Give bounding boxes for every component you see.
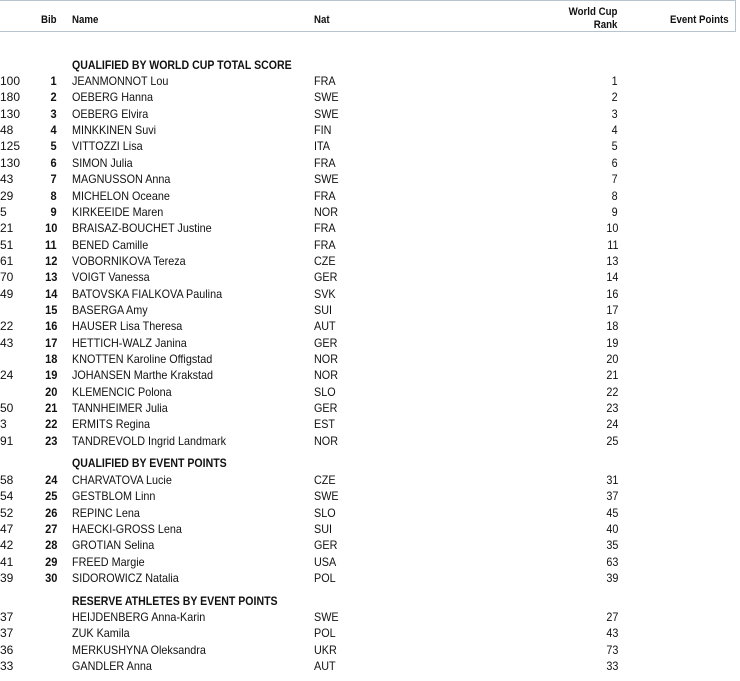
nation-cell: UKR xyxy=(314,642,337,657)
bib-cell: 1 xyxy=(50,74,57,88)
table-row xyxy=(0,352,740,368)
athlete-name-cell: GROTIAN Selina xyxy=(72,538,155,553)
table-row xyxy=(0,254,740,270)
world-cup-rank-cell: 21 xyxy=(605,368,618,383)
world-cup-rank-cell: 3 xyxy=(611,106,618,121)
nation-cell: FRA xyxy=(314,188,336,203)
table-row xyxy=(0,571,740,587)
nation-cell: SWE xyxy=(314,172,339,187)
nation-cell: ITA xyxy=(314,139,331,154)
nation-cell: GER xyxy=(314,335,338,350)
bib-cell: 28 xyxy=(44,538,57,553)
event-points-cell: 24 xyxy=(0,368,14,383)
event-points-cell: 49 xyxy=(0,286,14,301)
bib-cell: 16 xyxy=(44,319,57,334)
nation-cell: SVK xyxy=(314,286,336,301)
bib-cell: 15 xyxy=(44,302,57,317)
world-cup-rank-cell: 5 xyxy=(611,139,618,154)
bib-cell: 22 xyxy=(44,417,57,432)
table-row xyxy=(0,319,740,335)
bib-cell: 21 xyxy=(44,401,57,415)
nation-cell: NOR xyxy=(314,352,339,366)
athlete-name-cell: HETTICH-WALZ Janina xyxy=(72,335,187,350)
world-cup-rank-cell: 22 xyxy=(605,384,618,399)
bib-cell: 30 xyxy=(44,571,57,586)
nation-cell: GER xyxy=(314,270,338,285)
table-row xyxy=(0,417,740,433)
bib-cell: 20 xyxy=(44,384,57,399)
athlete-name-cell: GANDLER Anna xyxy=(72,659,152,673)
nation-cell: USA xyxy=(314,554,337,569)
athlete-name-cell: FREED Margie xyxy=(72,554,145,569)
header-event-points: Event Points xyxy=(670,14,729,26)
athlete-name-cell: MICHELON Oceane xyxy=(72,188,170,203)
athlete-name-cell: HAUSER Lisa Theresa xyxy=(72,319,183,334)
world-cup-rank-cell: 63 xyxy=(605,554,618,569)
athlete-name-cell: KNOTTEN Karoline Offigstad xyxy=(72,352,213,366)
header-name: Name xyxy=(72,14,99,26)
event-points-cell: 21 xyxy=(0,221,14,236)
world-cup-rank-cell: 1 xyxy=(611,74,618,88)
athlete-name-cell: ZUK Kamila xyxy=(72,626,130,641)
nation-cell: FRA xyxy=(314,155,336,170)
world-cup-rank-cell: 6 xyxy=(611,155,618,170)
athlete-name-cell: REPINC Lena xyxy=(72,505,140,520)
nation-cell: SUI xyxy=(314,302,333,317)
event-points-cell: 54 xyxy=(0,489,14,504)
event-points-cell: 5 xyxy=(0,204,7,219)
nation-cell: POL xyxy=(314,626,336,641)
bib-cell: 10 xyxy=(44,221,57,236)
event-points-cell: 29 xyxy=(0,188,14,203)
athlete-name-cell: BASERGA Amy xyxy=(72,302,148,317)
event-points-cell: 37 xyxy=(0,610,14,624)
event-points-cell: 130 xyxy=(0,155,21,170)
table-row xyxy=(0,221,740,237)
nation-cell: AUT xyxy=(314,659,336,673)
athlete-name-cell: SIMON Julia xyxy=(72,155,133,170)
event-points-cell: 42 xyxy=(0,538,14,553)
bib-cell: 8 xyxy=(50,188,57,203)
athlete-name-cell: SIDOROWICZ Natalia xyxy=(72,571,179,586)
event-points-cell: 52 xyxy=(0,505,14,520)
world-cup-rank-cell: 37 xyxy=(605,489,618,504)
table-row xyxy=(0,659,740,675)
athlete-name-cell: ERMITS Regina xyxy=(72,417,151,432)
bib-cell: 27 xyxy=(44,522,57,536)
bib-cell: 14 xyxy=(44,286,57,301)
athlete-name-cell: TANNHEIMER Julia xyxy=(72,401,168,415)
event-points-cell: 33 xyxy=(0,659,14,673)
bib-cell: 17 xyxy=(44,335,57,350)
bib-cell: 2 xyxy=(50,90,57,105)
table-row xyxy=(0,473,740,489)
bib-cell: 23 xyxy=(44,433,57,448)
world-cup-rank-cell: 16 xyxy=(605,286,618,301)
world-cup-rank-cell: 20 xyxy=(605,352,618,366)
table-row xyxy=(0,90,740,106)
table-row xyxy=(0,238,740,254)
athlete-name-cell: HAECKI-GROSS Lena xyxy=(72,522,182,536)
header-nat: Nat xyxy=(314,14,330,26)
world-cup-rank-cell: 9 xyxy=(611,204,618,219)
bib-cell: 29 xyxy=(44,554,57,569)
athlete-name-cell: OEBERG Hanna xyxy=(72,90,154,105)
world-cup-rank-cell: 39 xyxy=(605,571,618,586)
event-points-cell: 50 xyxy=(0,401,14,415)
world-cup-rank-cell: 13 xyxy=(605,253,618,268)
athlete-name-cell: CHARVATOVA Lucie xyxy=(72,473,172,487)
table-row xyxy=(0,205,740,221)
event-points-cell: 43 xyxy=(0,172,14,187)
header-bib: Bib xyxy=(41,14,57,26)
nation-cell: AUT xyxy=(314,319,336,334)
table-row xyxy=(0,610,740,626)
athlete-name-cell: MAGNUSSON Anna xyxy=(72,172,171,187)
athlete-name-cell: VOBORNIKOVA Tereza xyxy=(72,253,186,268)
world-cup-rank-cell: 10 xyxy=(605,221,618,236)
athlete-name-cell: HEIJDENBERG Anna-Karin xyxy=(72,610,206,624)
event-points-cell: 39 xyxy=(0,571,14,586)
nation-cell: SWE xyxy=(314,106,339,121)
athlete-name-cell: KLEMENCIC Polona xyxy=(72,384,172,399)
bib-cell: 6 xyxy=(50,155,57,170)
section-title: QUALIFIED BY EVENT POINTS xyxy=(72,456,227,470)
event-points-cell: 37 xyxy=(0,626,14,641)
world-cup-rank-cell: 40 xyxy=(605,522,618,536)
nation-cell: SUI xyxy=(314,522,333,536)
table-row xyxy=(0,107,740,123)
world-cup-rank-cell: 17 xyxy=(605,302,618,317)
world-cup-rank-cell: 27 xyxy=(605,610,618,624)
athlete-name-cell: JOHANSEN Marthe Krakstad xyxy=(72,368,214,383)
table-row xyxy=(0,139,740,155)
athlete-name-cell: MINKKINEN Suvi xyxy=(72,123,157,138)
bib-cell: 11 xyxy=(45,237,57,252)
bib-cell: 3 xyxy=(50,106,57,121)
table-row xyxy=(0,189,740,205)
world-cup-rank-cell: 25 xyxy=(605,433,618,448)
bib-cell: 12 xyxy=(44,253,57,268)
world-cup-rank-cell: 19 xyxy=(605,335,618,350)
world-cup-rank-cell: 33 xyxy=(605,659,618,673)
nation-cell: FRA xyxy=(314,221,336,236)
event-points-cell: 91 xyxy=(0,433,14,448)
bib-cell: 7 xyxy=(50,172,57,187)
world-cup-rank-cell: 73 xyxy=(605,642,618,657)
event-points-cell: 48 xyxy=(0,123,14,138)
table-row xyxy=(0,385,740,401)
header-world-cup-rank xyxy=(568,6,617,32)
nation-cell: SLO xyxy=(314,505,336,520)
world-cup-rank-cell: 23 xyxy=(605,401,618,415)
table-row xyxy=(0,555,740,571)
world-cup-rank-cell: 45 xyxy=(605,505,618,520)
bib-cell: 4 xyxy=(50,123,57,138)
athlete-name-cell: BENED Camille xyxy=(72,237,149,252)
athlete-name-cell: BATOVSKA FIALKOVA Paulina xyxy=(72,286,223,301)
nation-cell: GER xyxy=(314,538,338,553)
event-points-cell: 70 xyxy=(0,270,14,285)
table-row xyxy=(0,434,740,450)
world-cup-rank-cell: 43 xyxy=(605,626,618,641)
event-points-cell: 51 xyxy=(0,237,14,252)
nation-cell: NOR xyxy=(314,204,339,219)
section-title: RESERVE ATHLETES BY EVENT POINTS xyxy=(72,594,278,608)
table-row xyxy=(0,303,740,319)
header-rank-line2: Rank xyxy=(593,19,617,31)
table-row xyxy=(0,522,740,538)
world-cup-rank-cell: 14 xyxy=(605,270,618,285)
bib-cell: 18 xyxy=(44,352,57,366)
world-cup-rank-cell: 4 xyxy=(611,123,618,138)
nation-cell: NOR xyxy=(314,368,339,383)
event-points-cell: 41 xyxy=(0,554,14,569)
event-points-cell: 130 xyxy=(0,106,21,121)
event-points-cell: 125 xyxy=(0,139,21,154)
athlete-name-cell: VITTOZZI Lisa xyxy=(72,139,143,154)
nation-cell: FRA xyxy=(314,237,336,252)
event-points-cell: 3 xyxy=(0,417,7,432)
nation-cell: FRA xyxy=(314,74,336,88)
header-rank-line1: World Cup xyxy=(568,6,617,18)
nation-cell: CZE xyxy=(314,473,336,487)
event-points-cell: 100 xyxy=(0,74,21,88)
athlete-name-cell: TANDREVOLD Ingrid Landmark xyxy=(72,433,227,448)
section-title: QUALIFIED BY WORLD CUP TOTAL SCORE xyxy=(72,58,292,72)
table-row xyxy=(0,123,740,139)
table-row xyxy=(0,270,740,286)
table-row xyxy=(0,368,740,384)
world-cup-rank-cell: 7 xyxy=(611,172,618,187)
nation-cell: POL xyxy=(314,571,336,586)
table-row xyxy=(0,489,740,505)
world-cup-rank-cell: 18 xyxy=(605,319,618,334)
table-row xyxy=(0,287,740,303)
table-row xyxy=(0,74,740,90)
bib-cell: 13 xyxy=(44,270,57,285)
table-row xyxy=(0,156,740,172)
table-row xyxy=(0,336,740,352)
event-points-cell: 36 xyxy=(0,642,14,657)
athlete-name-cell: BRAISAZ-BOUCHET Justine xyxy=(72,221,212,236)
nation-cell: EST xyxy=(314,417,336,432)
event-points-cell: 61 xyxy=(0,253,14,268)
table-row xyxy=(0,626,740,642)
nation-cell: SLO xyxy=(314,384,336,399)
event-points-cell: 22 xyxy=(0,319,14,334)
event-points-cell: 58 xyxy=(0,473,14,487)
table-row xyxy=(0,506,740,522)
world-cup-rank-cell: 2 xyxy=(611,90,618,105)
table-header xyxy=(0,0,736,32)
athlete-name-cell: MERKUSHYNA Oleksandra xyxy=(72,642,206,657)
table-row xyxy=(0,172,740,188)
event-points-cell: 47 xyxy=(0,522,14,536)
athlete-name-cell: VOIGT Vanessa xyxy=(72,270,150,285)
nation-cell: SWE xyxy=(314,610,339,624)
world-cup-rank-cell: 31 xyxy=(605,473,618,487)
athlete-name-cell: GESTBLOM Linn xyxy=(72,489,156,504)
bib-cell: 24 xyxy=(44,473,57,487)
event-points-cell: 180 xyxy=(0,90,21,105)
bib-cell: 5 xyxy=(50,139,57,154)
athlete-name-cell: KIRKEEIDE Maren xyxy=(72,204,164,219)
nation-cell: GER xyxy=(314,401,338,415)
nation-cell: CZE xyxy=(314,253,336,268)
bib-cell: 19 xyxy=(44,368,57,383)
world-cup-rank-cell: 11 xyxy=(606,237,618,252)
bib-cell: 26 xyxy=(44,505,57,520)
nation-cell: FIN xyxy=(314,123,332,138)
athlete-name-cell: JEANMONNOT Lou xyxy=(72,74,169,88)
nation-cell: NOR xyxy=(314,433,339,448)
world-cup-rank-cell: 8 xyxy=(611,188,618,203)
bib-cell: 9 xyxy=(50,204,57,219)
world-cup-rank-cell: 24 xyxy=(605,417,618,432)
nation-cell: SWE xyxy=(314,90,339,105)
table-row xyxy=(0,401,740,417)
nation-cell: SWE xyxy=(314,489,339,504)
world-cup-rank-cell: 35 xyxy=(605,538,618,553)
athlete-name-cell: OEBERG Elvira xyxy=(72,106,149,121)
table-row xyxy=(0,538,740,554)
table-row xyxy=(0,643,740,659)
event-points-cell: 43 xyxy=(0,335,14,350)
bib-cell: 25 xyxy=(44,489,57,504)
